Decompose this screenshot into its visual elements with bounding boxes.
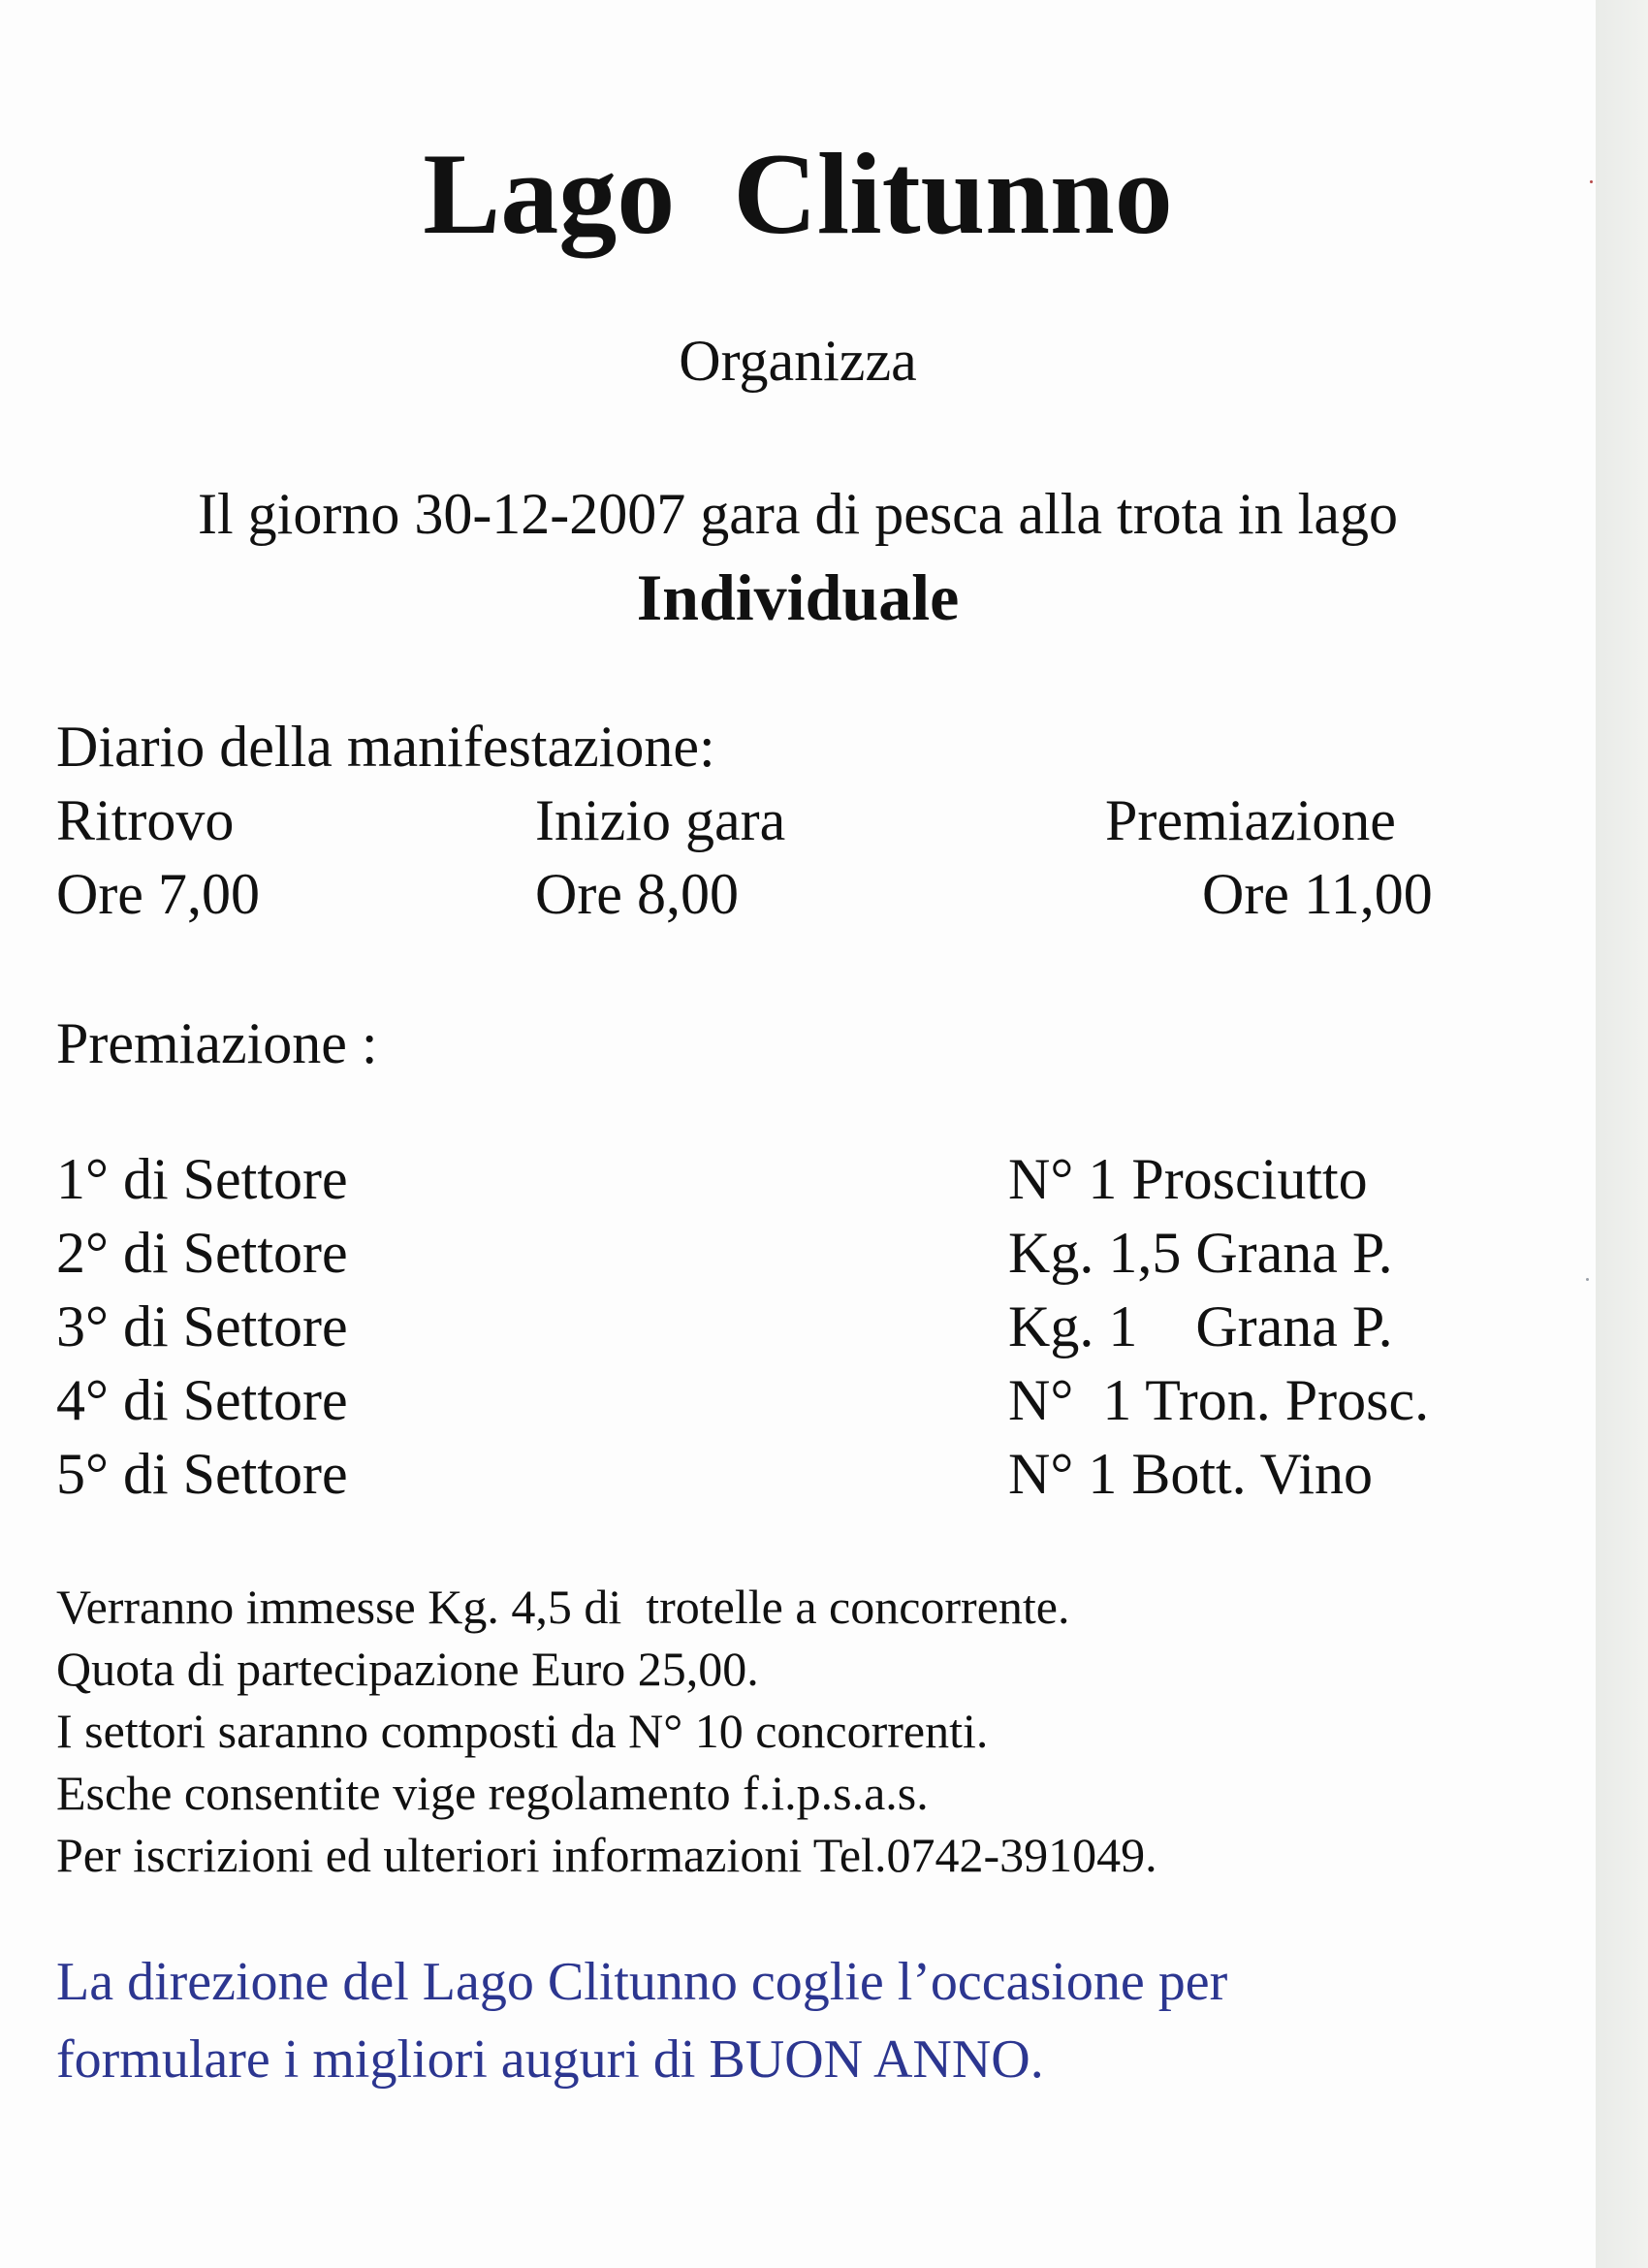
info-line: Verranno immesse Kg. 4,5 di trotelle a concorrente. [56,1580,1070,1634]
organizer-line: Organizza [679,329,917,393]
schedule-label-ritrovo: Ritrovo [56,788,235,852]
info-line: I settori saranno composti da N° 10 concorrenti. [56,1704,989,1758]
prize-item: Kg. 1,5 Grana P. [1008,1221,1393,1285]
event-line: Il giorno 30-12-2007 gara di pesca alla trota in lago [198,482,1398,546]
schedule-time-premiazione: Ore 11,00 [1202,862,1433,926]
greeting-line: formulare i migliori auguri di BUON ANNO. [56,2029,1044,2090]
schedule-heading: Diario della manifestazione: [56,715,715,779]
event-type: Individuale [636,560,960,634]
schedule-time-inizio: Ore 8,00 [535,862,739,926]
greeting-line: La direzione del Lago Clitunno coglie l’occasione per [56,1952,1228,2012]
prize-place: 4° di Settore [56,1368,348,1432]
prize-item: N° 1 Prosciutto [1008,1147,1368,1211]
prize-place: 1° di Settore [56,1147,348,1211]
schedule-label-premiazione: Premiazione [1105,788,1396,852]
schedule-time-ritrovo: Ore 7,00 [56,862,260,926]
prize-item: N° 1 Tron. Prosc. [1008,1368,1430,1432]
info-line: Per iscrizioni ed ulteriori informazioni Tel.0742-391049. [56,1828,1157,1882]
prize-item: N° 1 Bott. Vino [1008,1442,1373,1506]
prizes-heading: Premiazione : [56,1011,378,1075]
prize-item: Kg. 1 Grana P. [1008,1294,1393,1358]
scan-edge [1596,0,1648,2268]
prize-place: 5° di Settore [56,1442,348,1506]
scan-speck [1590,180,1593,183]
page-title: Lago Clitunno [423,129,1173,258]
info-line: Esche consentite vige regolamento f.i.p.s.a.s. [56,1766,929,1820]
scan-speck [1586,1278,1589,1281]
info-line: Quota di partecipazione Euro 25,00. [56,1642,759,1696]
schedule-label-inizio: Inizio gara [535,788,786,852]
prize-place: 2° di Settore [56,1221,348,1285]
prize-place: 3° di Settore [56,1294,348,1358]
